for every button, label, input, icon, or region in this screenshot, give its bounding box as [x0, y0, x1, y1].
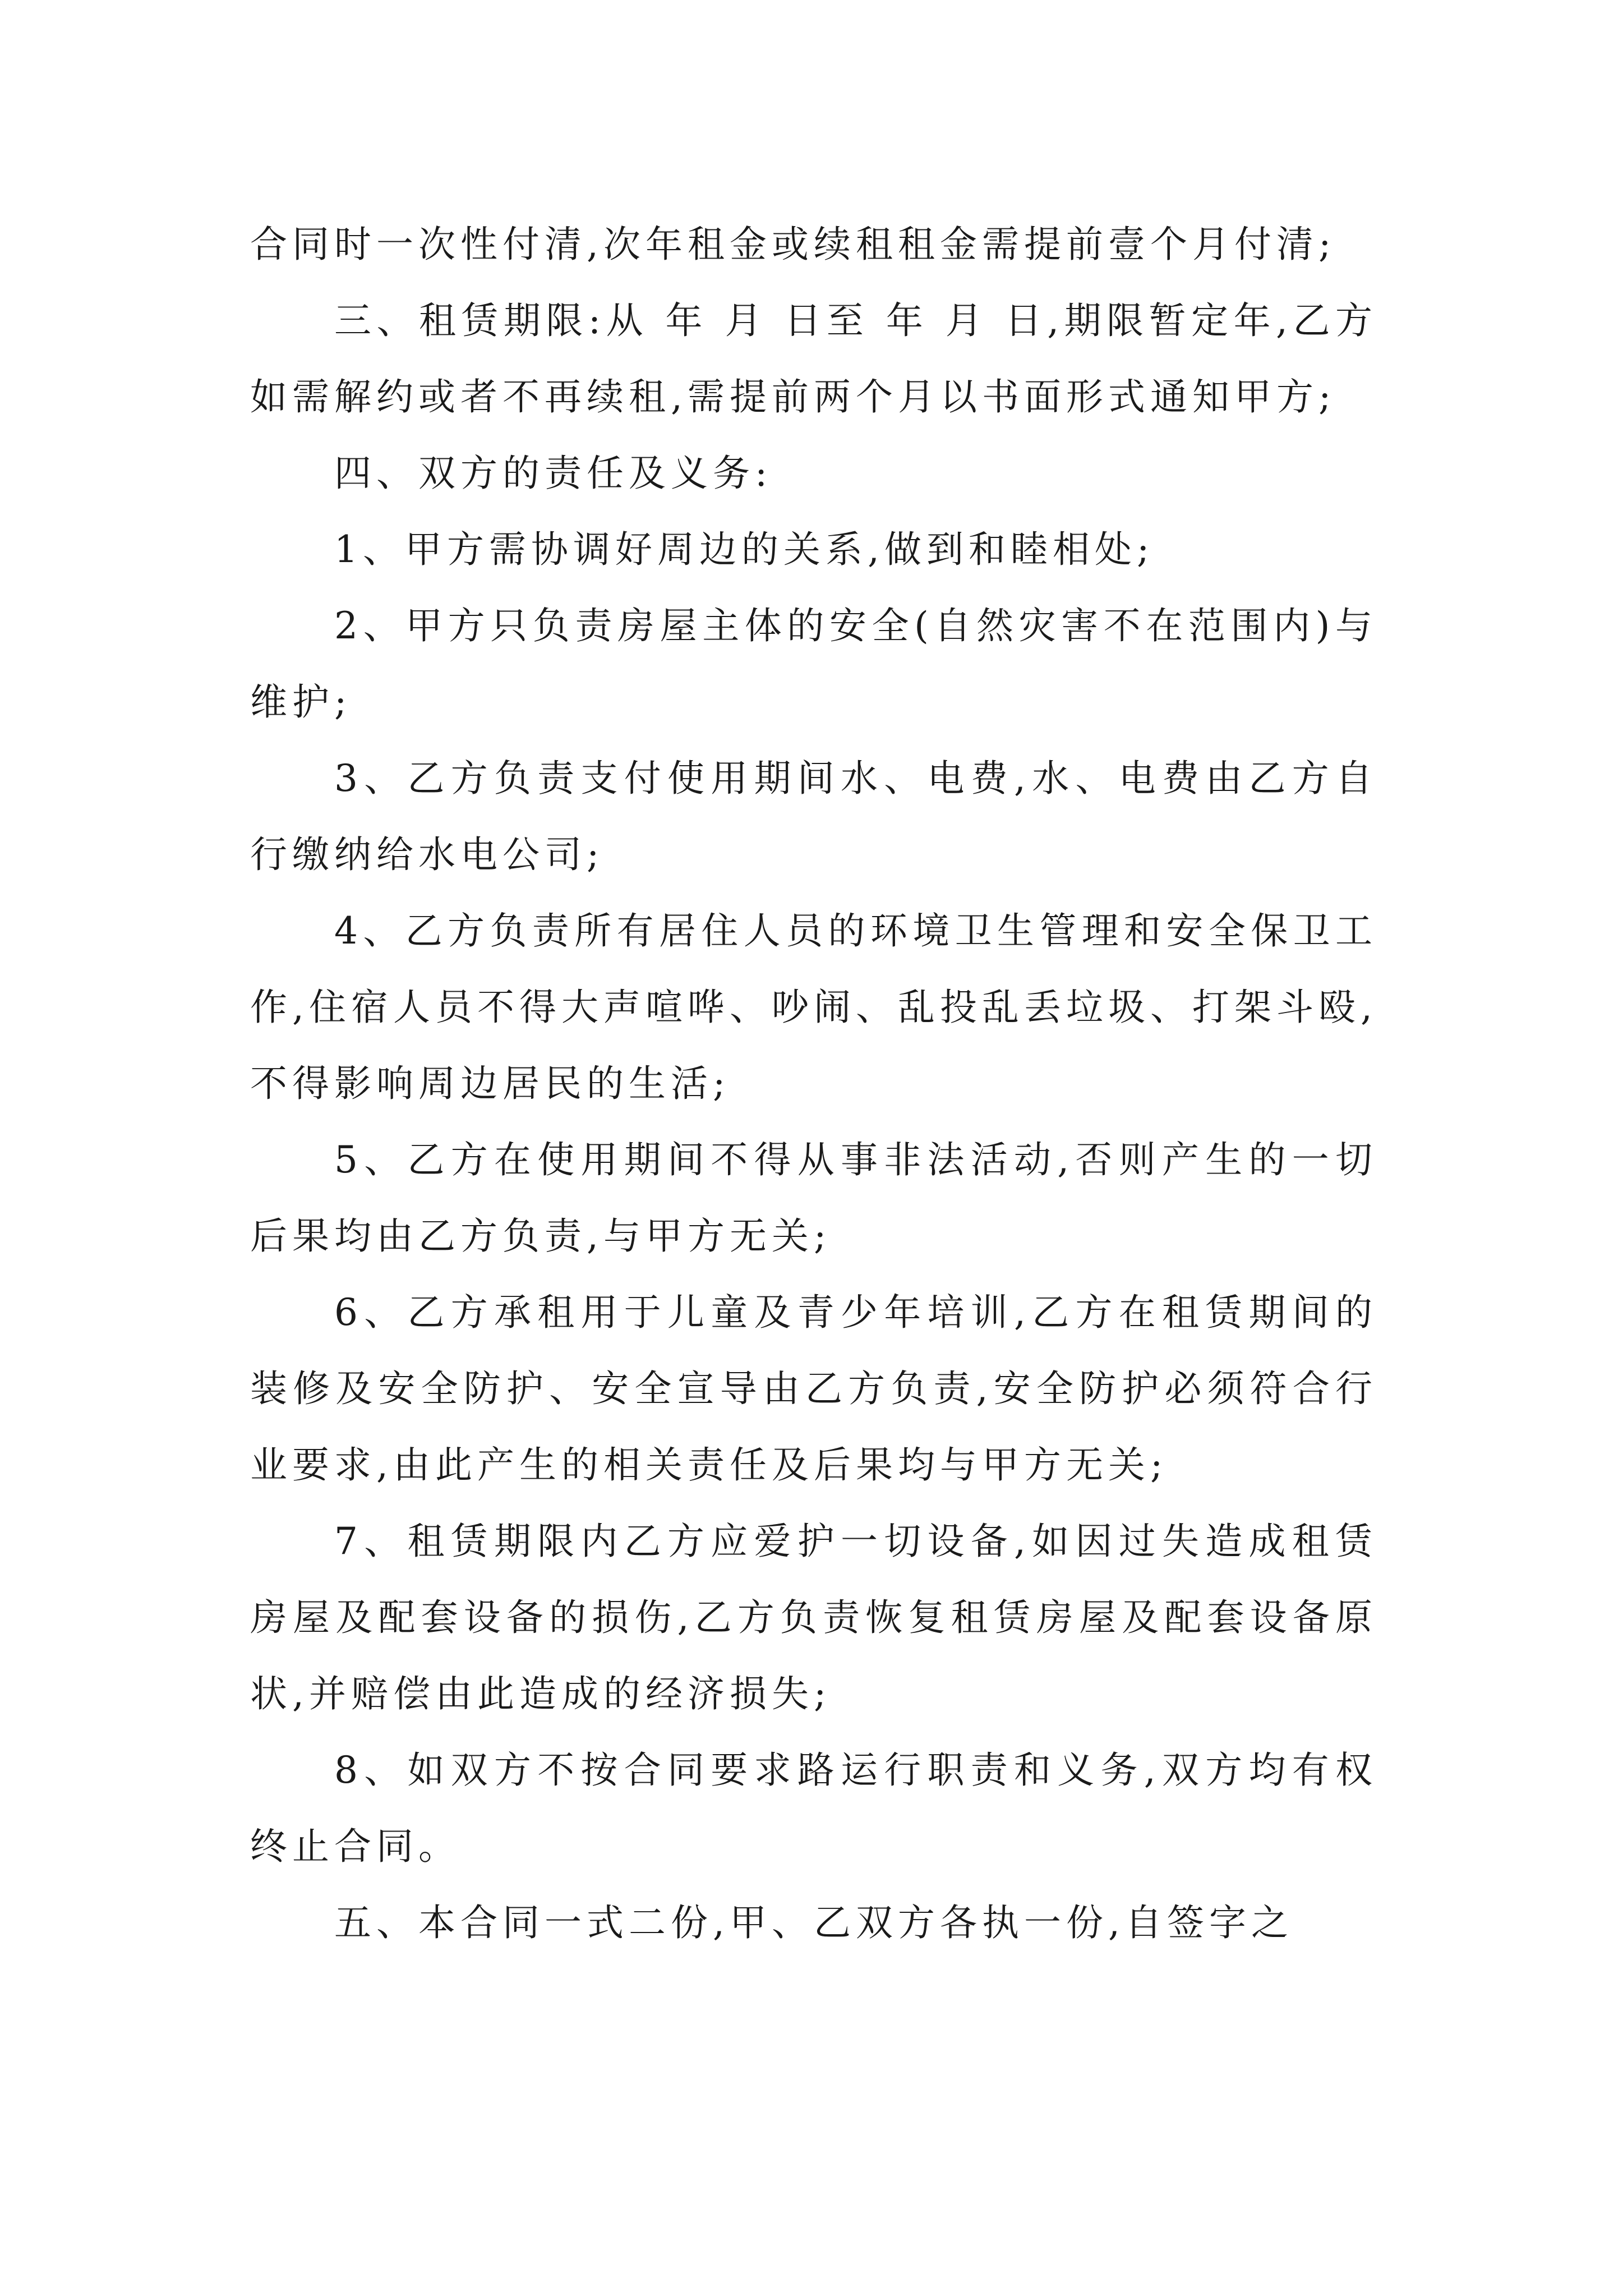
- paragraph-clause-8: 8、如双方不按合同要求路运行职责和义务,双方均有权终止合同。: [250, 1749, 1377, 1868]
- paragraph-clause-6: 6、乙方承租用于儿童及青少年培训,乙方在租赁期间的装修及安全防护、安全宣导由乙方负责,安全防护必须符合行业要求,由此产生的相关责任及后果均与甲方无关;: [250, 1291, 1377, 1487]
- paragraph-clause-4: 4、乙方负责所有居住人员的环境卫生管理和安全保卫工作,住宿人员不得大声喧哗、吵闹、乱投乱丢垃圾、打架斗殴,不得影响周边居民的生活;: [250, 909, 1377, 1105]
- paragraph-clause-2: 2、甲方只负责房屋主体的安全(自然灾害不在范围内)与维护;: [250, 604, 1377, 724]
- paragraph-clause-7: 7、租赁期限内乙方应爱护一切设备,如因过失造成租赁房屋及配套设备的损伤,乙方负责恢复租赁房屋及配套设备原状,并赔偿由此造成的经济损失;: [250, 1520, 1377, 1715]
- paragraph-copies: 五、本合同一式二份,甲、乙双方各执一份,自签字之: [334, 1901, 1293, 1944]
- paragraph-clause-5: 5、乙方在使用期间不得从事非法活动,否则产生的一切后果均由乙方负责,与甲方无关;: [250, 1138, 1377, 1258]
- paragraph-responsibilities-heading: 四、双方的责任及义务:: [334, 452, 773, 495]
- paragraph-lease-period: 三、租赁期限:从 年 月 日至 年 月 日,期限暂定年,乙方如需解约或者不再续租,需提前两个月以书面形式通知甲方;: [250, 299, 1377, 418]
- paragraph-clause-3: 3、乙方负责支付使用期间水、电费,水、电费由乙方自行缴纳给水电公司;: [250, 757, 1377, 876]
- contract-body: [250, 206, 1377, 1961]
- paragraph-payment-terms: 合同时一次性付清,次年租金或续租租金需提前壹个月付清;: [250, 223, 1336, 266]
- paragraph-clause-1: 1、甲方需协调好周边的关系,做到和睦相处;: [334, 528, 1155, 571]
